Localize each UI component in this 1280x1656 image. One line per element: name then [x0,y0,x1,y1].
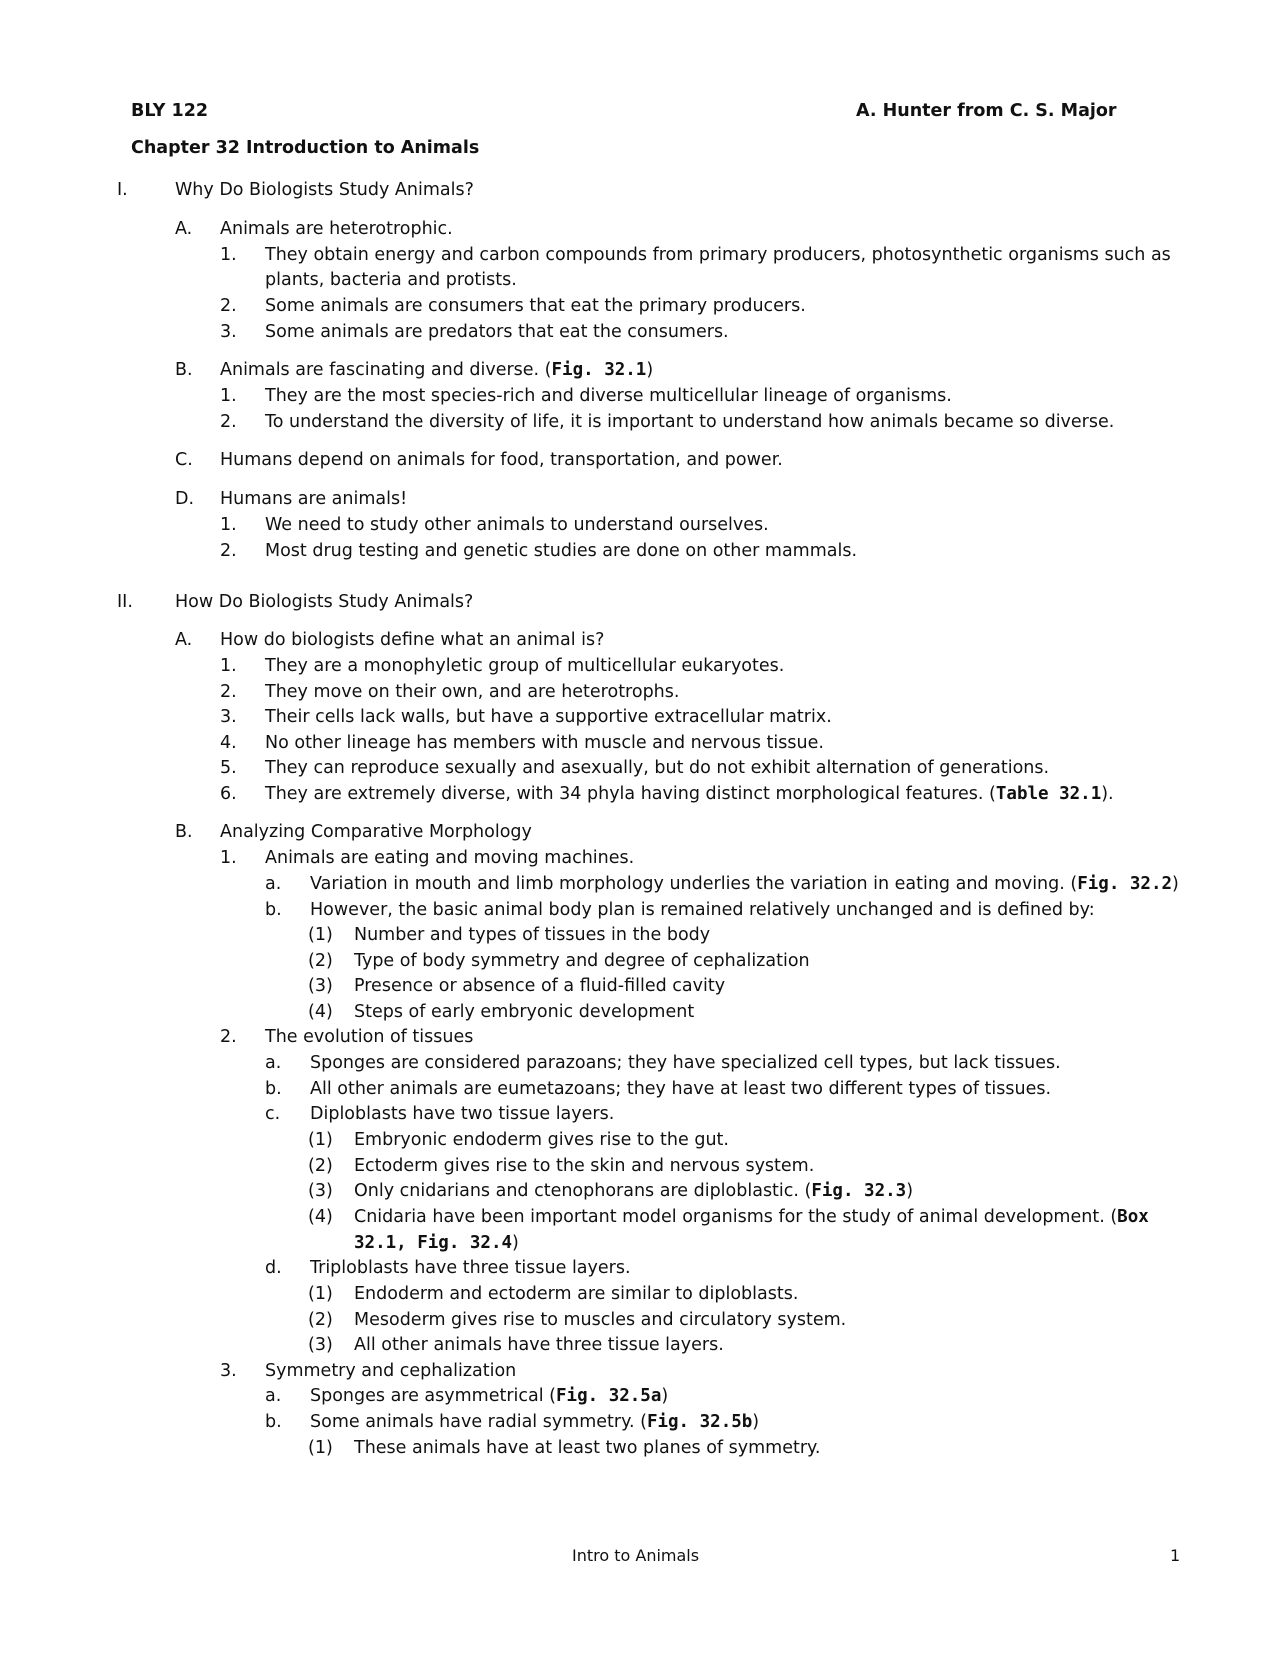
outline-text: Analyzing Comparative Morphology [220,822,532,842]
outline-item [310,899,1095,921]
outline-item [354,924,710,946]
outline-marker: A. [175,630,193,650]
outline-marker: 1. [220,386,237,406]
outline-text: Their cells lack walls, but have a supportive extracellular matrix. [265,707,832,727]
outline-item [265,411,1114,433]
outline-marker: 6. [220,784,237,804]
outline-text: Humans depend on animals for food, transportation, and power. [220,450,783,470]
outline-marker: (4) [308,1207,333,1227]
outline-item [354,1437,820,1459]
outline-text-suffix: ). [1101,784,1114,804]
outline-marker: B. [175,360,193,380]
outline-marker: 1. [220,245,237,265]
outline-text: plants, bacteria and protists. [265,270,517,290]
figure-reference: 32.1, Fig. 32.4 [354,1233,513,1253]
outline-marker: b. [265,1412,282,1432]
outline-marker: 1. [220,515,237,535]
outline-marker: (3) [308,1181,333,1201]
outline-marker: c. [265,1104,281,1124]
outline-item [175,591,473,613]
outline-marker: (1) [308,1438,333,1458]
outline-marker: (3) [308,976,333,996]
outline-item [354,1206,1149,1228]
outline-marker: a. [265,874,282,894]
chapter-title: Chapter 32 Introduction to Animals [131,138,480,158]
outline-text: Steps of early embryonic development [354,1002,695,1022]
outline-item [265,783,1114,805]
outline-text: However, the basic animal body plan is remained relatively unchanged and is defined by: [310,900,1095,920]
outline-marker: 1. [220,656,237,676]
outline-item [175,179,474,201]
outline-marker: 2. [220,541,237,561]
figure-reference: Fig. 32.3 [811,1181,907,1201]
outline-item [354,975,725,997]
outline-marker: 2. [220,296,237,316]
outline-item [354,1180,913,1202]
outline-text: These animals have at least two planes of symmetry. [354,1438,821,1458]
outline-marker: D. [175,489,195,509]
outline-item [310,1385,668,1407]
figure-reference: Box [1117,1207,1149,1227]
outline-item [310,1257,631,1279]
outline-item [220,821,532,843]
outline-text: They can reproduce sexually and asexually, but do not exhibit alternation of generations. [265,758,1050,778]
course-code: BLY 122 [131,101,209,121]
outline-text-suffix: ) [512,1233,519,1253]
author-credit: A. Hunter from C. S. Major [856,101,1117,121]
outline-text: Mesoderm gives rise to muscles and circulatory system. [354,1310,847,1330]
outline-text: Animals are heterotrophic. [220,219,453,239]
outline-text-suffix: ) [646,360,654,380]
outline-item [265,681,679,703]
outline-text: Variation in mouth and limb morphology underlies the variation in eating and moving. ( [310,874,1078,894]
outline-item [354,1155,814,1177]
outline-marker: b. [265,1079,282,1099]
outline-marker: 4. [220,733,237,753]
outline-item [265,321,729,343]
outline-text: Why Do Biologists Study Animals? [175,180,474,200]
outline-text: No other lineage has members with muscle and nervous tissue. [265,733,824,753]
outline-marker: (4) [308,1002,333,1022]
figure-reference: Fig. 32.2 [1077,874,1173,894]
footer-title: Intro to Animals [572,1546,700,1565]
outline-item [354,1129,729,1151]
outline-text: Triploblasts have three tissue layers. [310,1258,631,1278]
outline-item [265,847,634,869]
outline-text: Cnidaria have been important model organisms for the study of animal development. ( [354,1207,1118,1227]
outline-text: All other animals are eumetazoans; they have at least two different types of tissues. [310,1079,1052,1099]
outline-text: Some animals have radial symmetry. ( [310,1412,647,1432]
outline-text: They are extremely diverse, with 34 phyla having distinct morphological features. ( [265,784,996,804]
outline-item [265,540,857,562]
outline-marker: (1) [308,1284,333,1304]
outline-item [220,629,604,651]
outline-text-suffix: ) [752,1412,760,1432]
outline-text: How do biologists define what an animal is? [220,630,605,650]
outline-marker: II. [117,592,133,612]
outline-text: They are a monophyletic group of multicellular eukaryotes. [265,656,785,676]
outline-item [265,1026,473,1048]
outline-text: Symmetry and cephalization [265,1361,517,1381]
outline-text: Embryonic endoderm gives rise to the gut. [354,1130,729,1150]
outline-text: Presence or absence of a fluid-filled cavity [354,976,726,996]
outline-marker: (3) [308,1335,333,1355]
outline-marker: 2. [220,682,237,702]
outline-marker: (2) [308,951,333,971]
outline-item [265,244,1171,266]
outline-marker: B. [175,822,193,842]
outline-item [265,514,769,536]
page-number: 1 [1170,1546,1181,1565]
outline-marker: d. [265,1258,282,1278]
outline-text: Type of body symmetry and degree of cephalization [354,951,810,971]
outline-text: They move on their own, and are heterotrophs. [265,682,680,702]
outline-item [310,1078,1051,1100]
outline-item [354,1001,694,1023]
outline-marker: 3. [220,1361,237,1381]
figure-reference: Fig. 32.5a [556,1386,662,1406]
outline-text: Some animals are predators that eat the consumers. [265,322,729,342]
outline-text: Humans are animals! [220,489,408,509]
outline-item [265,385,952,407]
outline-text: Animals are eating and moving machines. [265,848,635,868]
figure-reference: Fig. 32.5b [646,1412,753,1432]
outline-item [220,359,653,381]
outline-text: Only cnidarians and ctenophorans are diploblastic. ( [354,1181,812,1201]
figure-reference: Fig. 32.1 [551,360,647,380]
outline-item [310,873,1179,895]
outline-marker: 5. [220,758,237,778]
outline-text: They are the most species-rich and diverse multicellular lineage of organisms. [265,386,952,406]
outline-text: Some animals are consumers that eat the primary producers. [265,296,806,316]
outline-item [265,655,784,677]
outline-item [310,1411,759,1433]
outline-marker: (1) [308,1130,333,1150]
outline-item [354,1232,519,1254]
outline-item [265,269,517,291]
outline-item [220,449,783,471]
outline-text: They obtain energy and carbon compounds from primary producers, photosynthetic organisms such as [265,245,1171,265]
outline-item [354,1309,846,1331]
outline-text: Sponges are asymmetrical ( [310,1386,557,1406]
outline-marker: I. [117,180,128,200]
outline-item [265,757,1049,779]
outline-text: How Do Biologists Study Animals? [175,592,474,612]
outline-text: Most drug testing and genetic studies are done on other mammals. [265,541,858,561]
outline-text: To understand the diversity of life, it is important to understand how animals became so diverse. [265,412,1115,432]
outline-text: All other animals have three tissue layers. [354,1335,724,1355]
outline-item [354,1283,798,1305]
outline-item [265,732,824,754]
outline-marker: (2) [308,1310,333,1330]
outline-text: Ectoderm gives rise to the skin and nervous system. [354,1156,815,1176]
outline-text: Endoderm and ectoderm are similar to diploblasts. [354,1284,799,1304]
figure-reference: Table 32.1 [995,784,1102,804]
outline-text-suffix: ) [1172,874,1179,894]
outline-text: Animals are fascinating and diverse. ( [220,360,552,380]
outline-item [265,706,832,728]
outline-marker: C. [175,450,193,470]
outline-marker: 2. [220,412,237,432]
outline-marker: A. [175,219,193,239]
outline-marker: 3. [220,707,237,727]
outline-marker: (1) [308,925,333,945]
outline-marker: a. [265,1386,282,1406]
outline-marker: a. [265,1053,282,1073]
outline-marker: (2) [308,1156,333,1176]
outline-item [310,1103,614,1125]
outline-item [354,1334,724,1356]
outline-text: Diploblasts have two tissue layers. [310,1104,615,1124]
outline-text: Sponges are considered parazoans; they have specialized cell types, but lack tissues. [310,1053,1061,1073]
outline-item [310,1052,1061,1074]
outline-item [265,1360,516,1382]
outline-text-suffix: ) [661,1386,669,1406]
outline-marker: 3. [220,322,237,342]
outline-item [265,295,806,317]
outline-marker: 1. [220,848,237,868]
outline-text: The evolution of tissues [265,1027,474,1047]
outline-text: Number and types of tissues in the body [354,925,711,945]
outline-item [354,950,810,972]
outline-text-suffix: ) [906,1181,914,1201]
outline-marker: 2. [220,1027,237,1047]
outline-marker: b. [265,900,282,920]
outline-item [220,488,407,510]
outline-text: We need to study other animals to understand ourselves. [265,515,769,535]
outline-item [220,218,453,240]
